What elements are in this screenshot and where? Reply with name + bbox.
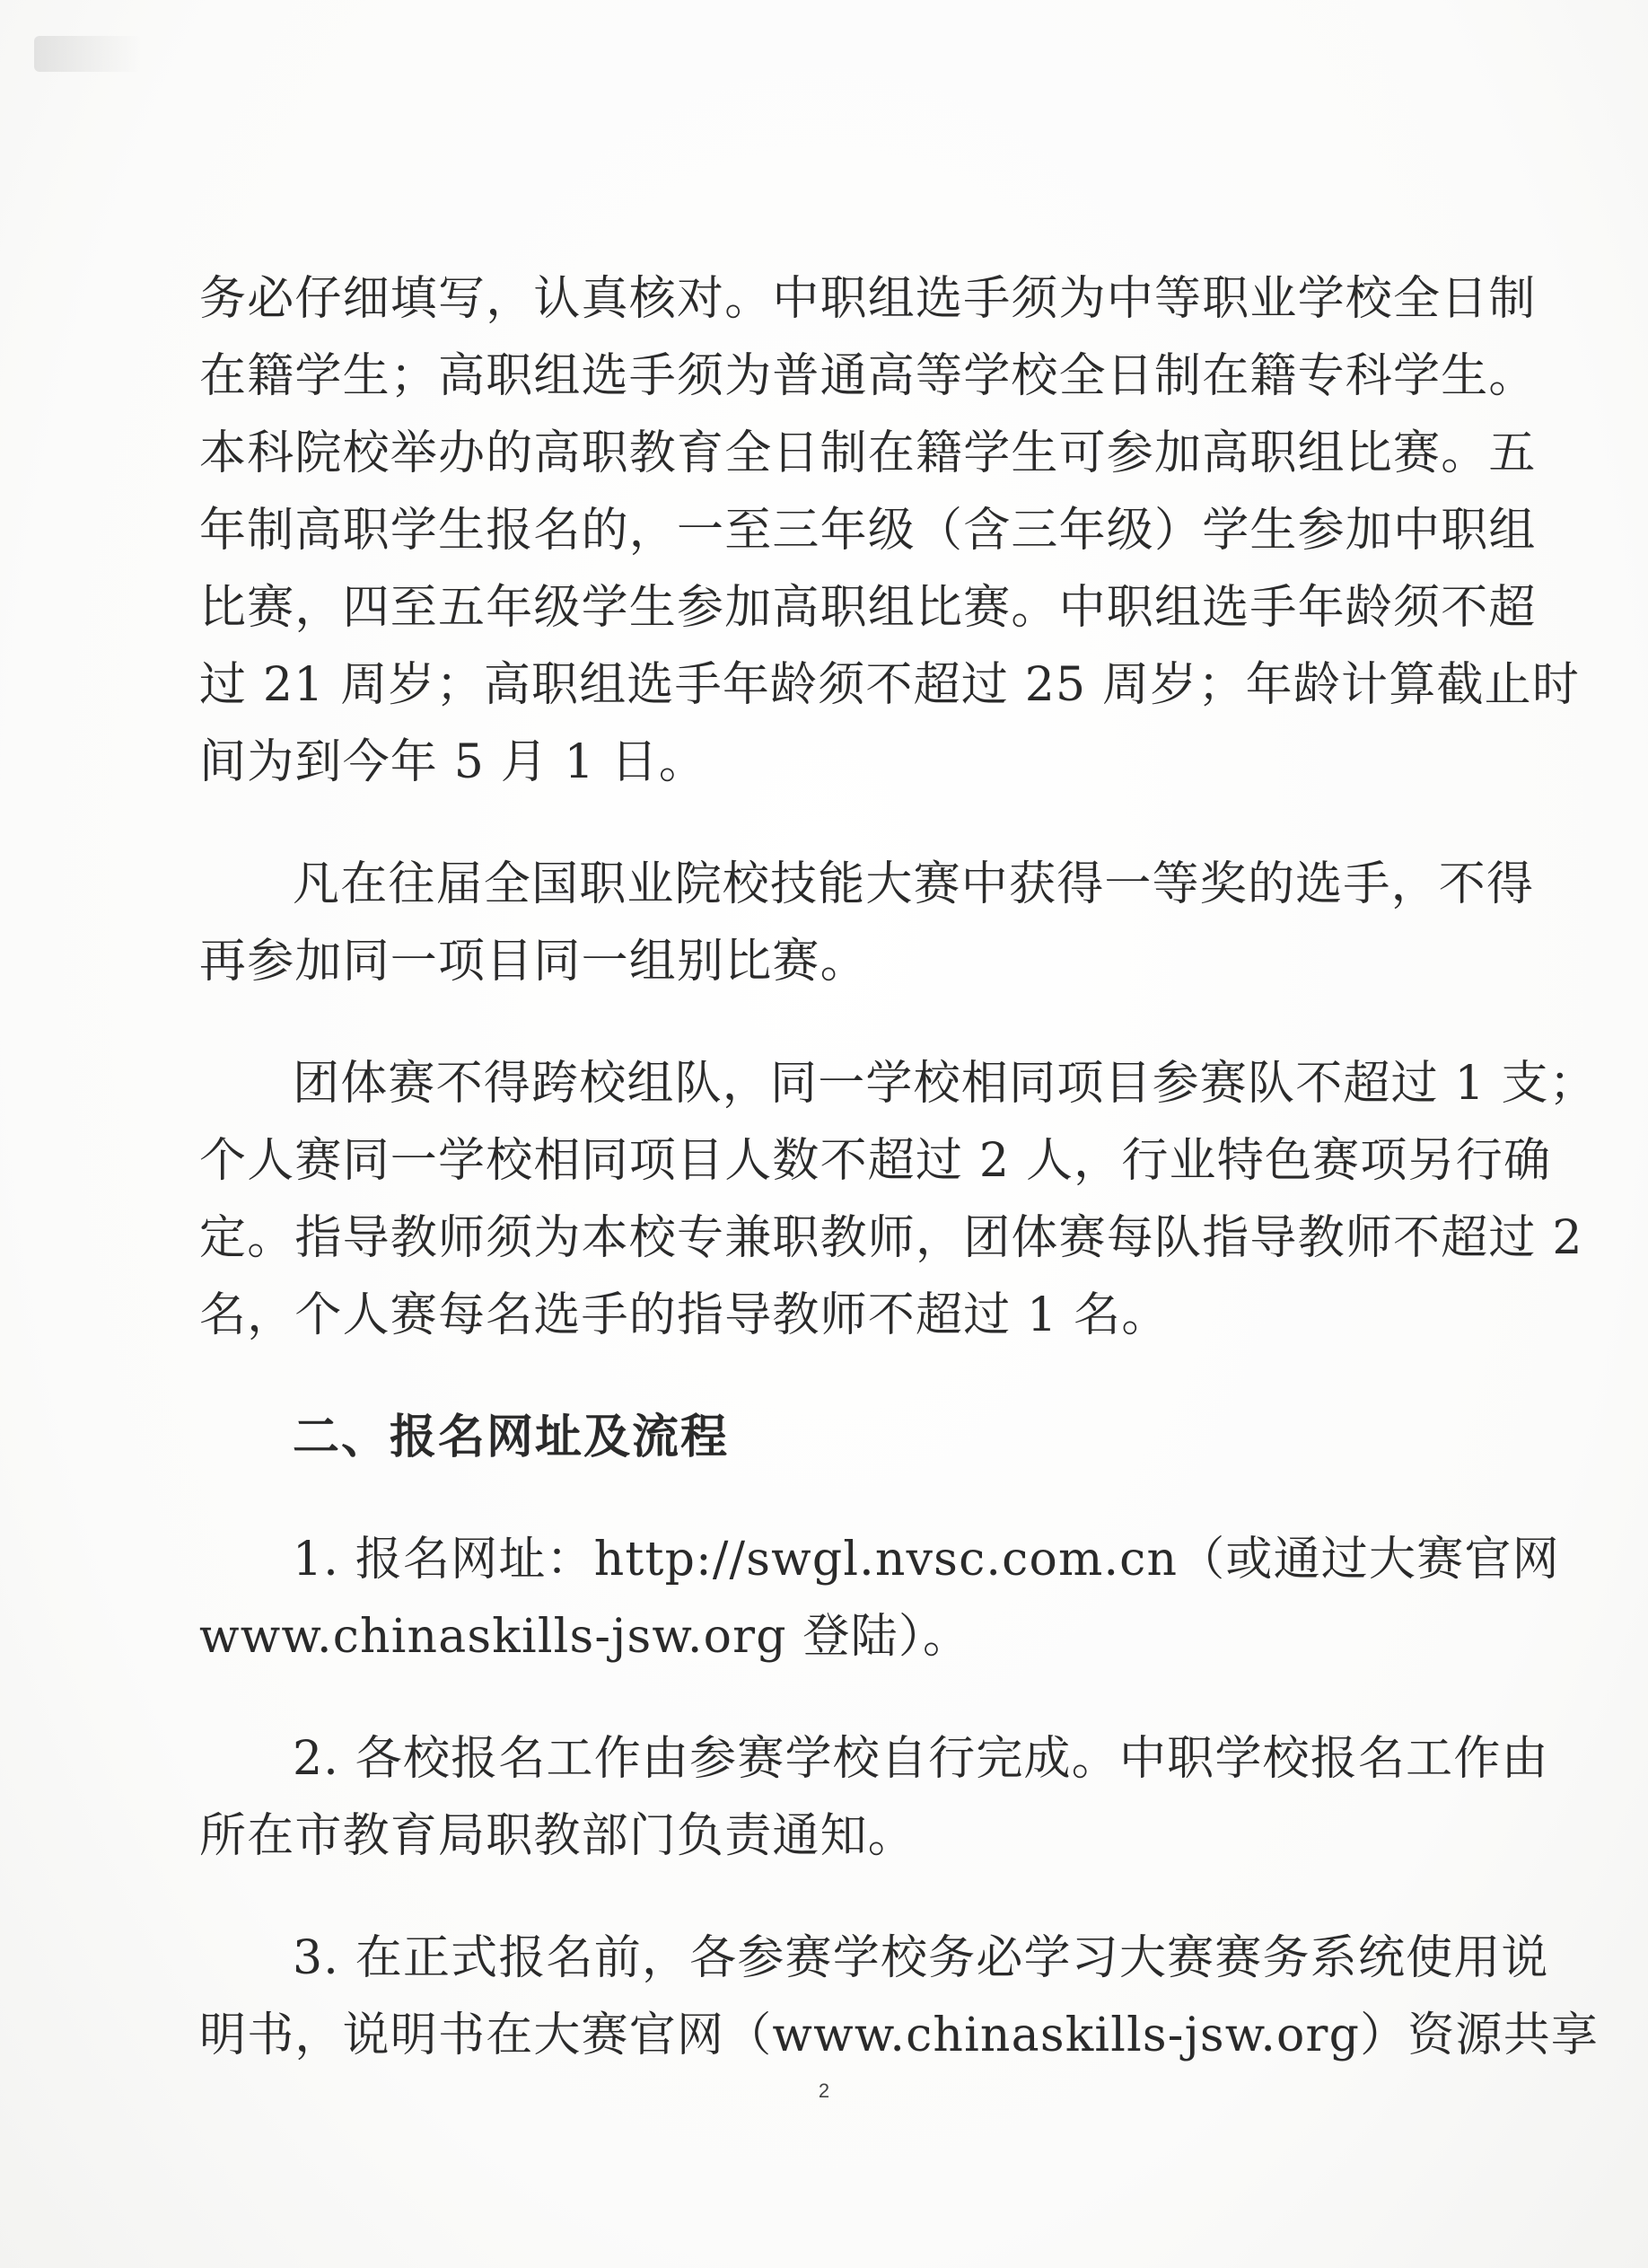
text-line: 本科院校举办的高职教育全日制在籍学生可参加高职组比赛。五	[199, 426, 1537, 480]
text-line: 年制高职学生报名的，一至三年级（含三年级）学生参加中职组	[199, 504, 1537, 558]
text-line: 凡在往届全国职业院校技能大赛中获得一等奖的选手，不得	[293, 857, 1535, 911]
text-line: 2. 各校报名工作由参赛学校自行完成。中职学校报名工作由	[293, 1732, 1549, 1786]
text-line: 团体赛不得跨校组队，同一学校相同项目参赛队不超过 1 支；	[293, 1057, 1597, 1111]
text-line: 名，个人赛每名选手的指导教师不超过 1 名。	[199, 1288, 1170, 1342]
step-manual	[199, 1920, 1600, 2074]
scan-artifact	[34, 36, 142, 72]
text-line: 定。指导教师须为本校专兼职教师，团体赛每队指导教师不超过 2	[199, 1211, 1583, 1265]
text-line: 3. 在正式报名前，各参赛学校务必学习大赛赛务系统使用说	[293, 1931, 1549, 1985]
paragraph-previous-winners	[199, 846, 1535, 1000]
text-line: 再参加同一项目同一组别比赛。	[199, 935, 868, 989]
paragraph-team-rules	[199, 1045, 1597, 1354]
text-line: 比赛，四至五年级学生参加高职组比赛。中职组选手年龄须不超	[199, 581, 1537, 635]
step-registration-url	[199, 1521, 1560, 1675]
text-line: 明书，说明书在大赛官网（www.chinaskills-jsw.org）资源共享	[199, 2009, 1600, 2062]
paragraph-eligibility	[199, 260, 1581, 801]
text-line: 间为到今年 5 月 1 日。	[199, 735, 707, 789]
text-line: 在籍学生；高职组选手须为普通高等学校全日制在籍专科学生。	[199, 349, 1537, 403]
document-body	[199, 260, 1600, 2074]
page-number: 2	[818, 2079, 830, 2102]
section-heading: 二、报名网址及流程	[293, 1411, 730, 1464]
text-line: 所在市教育局职教部门负责通知。	[199, 1809, 916, 1863]
text-line: 个人赛同一学校相同项目人数不超过 2 人，行业特色赛项另行确	[199, 1134, 1552, 1188]
text-line: www.chinaskills-jsw.org 登陆）。	[199, 1610, 971, 1664]
text-line: 务必仔细填写，认真核对。中职组选手须为中等职业学校全日制	[199, 272, 1537, 326]
text-line: 过 21 周岁；高职组选手年龄须不超过 25 周岁；年龄计算截止时	[199, 658, 1581, 712]
step-school-registration	[199, 1720, 1549, 1875]
text-line: 1. 报名网址：http://swgl.nvsc.com.cn（或通过大赛官网	[293, 1533, 1560, 1587]
